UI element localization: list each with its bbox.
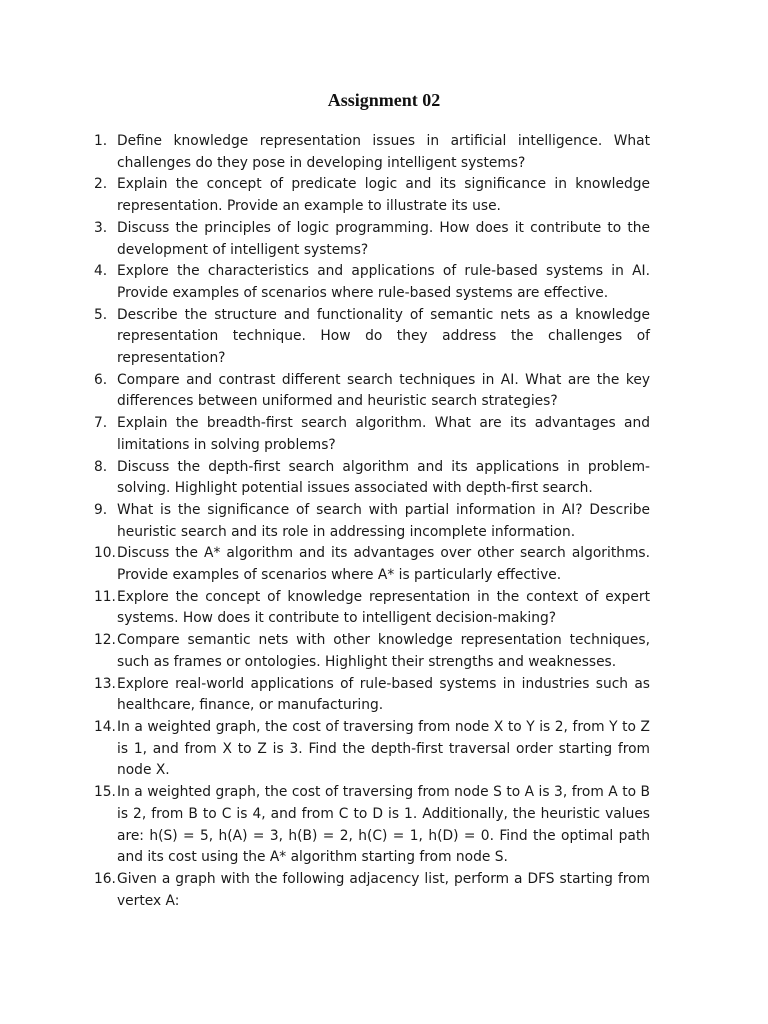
question-text: Explore real-world applications of rule-based systems in industries such as healthcare, finance, or manufacturing. [117,675,650,714]
question-item [94,413,650,456]
question-item [94,457,650,500]
question-number: 12. [94,632,116,649]
question-list [94,131,650,912]
question-text: In a weighted graph, the cost of traversing from node S to A is 3, from A to B is 2, from B to C is 4, and from C to D is 1. Additionally, the heuristic values are: h(S) = 5, h(A) = 3, h(B) = 2, h(C) = 1, h(D) = 0. Find the optimal path and its cost using the A* algorithm starting from node S. [117,784,650,866]
question-number: 7. [94,415,108,432]
question-item [94,131,650,174]
question-text: Discuss the depth-first search algorithm and its applications in problem-solving. Highlight potential issues associated with depth-first search. [117,458,650,497]
question-number: 4. [94,263,108,280]
question-text: Given a graph with the following adjacency list, perform a DFS starting from vertex A: [117,870,650,909]
question-item [94,543,650,586]
question-text: Discuss the A* algorithm and its advantages over other search algorithms. Provide examples of scenarios where A* is particularly effective. [117,545,650,584]
page-title: Assignment 02 [327,90,441,110]
question-item [94,370,650,413]
question-text: In a weighted graph, the cost of traversing from node X to Y is 2, from Y to Z is 1, and from X to Z is 3. Find the depth-first traversal order starting from node X. [117,718,650,779]
question-number: 11. [94,588,116,605]
question-text: Describe the structure and functionality of semantic nets as a knowledge representation technique. How do they address the challenges of representation? [117,306,650,367]
question-item [94,630,650,673]
question-number: 16. [94,870,116,887]
question-text: What is the significance of search with partial information in AI? Describe heuristic search and its role in addressing incomplete information. [117,501,650,540]
question-text: Explore the concept of knowledge representation in the context of expert systems. How does it contribute to intelligent decision-making? [117,588,650,627]
question-number: 6. [94,371,108,388]
question-item [94,500,650,543]
question-text: Explain the concept of predicate logic and its significance in knowledge representation. Provide an example to illustrate its use. [117,176,650,215]
question-item [94,218,650,261]
question-item [94,305,650,370]
question-number: 10. [94,545,116,562]
question-item [94,174,650,217]
question-number: 15. [94,784,116,801]
question-text: Discuss the principles of logic programming. How does it contribute to the development of intelligent systems? [117,219,650,258]
question-number: 3. [94,219,108,236]
question-item [94,587,650,630]
question-item [94,674,650,717]
question-item [94,261,650,304]
question-text: Explain the breadth-first search algorithm. What are its advantages and limitations in solving problems? [117,415,650,453]
question-text: Compare and contrast different search techniques in AI. What are the key differences between uniformed and heuristic search strategies? [117,371,650,410]
question-number: 14. [94,718,116,735]
question-number: 5. [94,306,108,323]
question-text: Compare semantic nets with other knowledge representation techniques, such as frames or ontologies. Highlight their strengths and weaknesses. [117,632,650,670]
question-number: 8. [94,458,108,475]
question-number: 13. [94,675,116,692]
question-item [94,782,650,869]
question-item [94,717,650,782]
question-number: 2. [94,176,108,193]
question-text: Define knowledge representation issues in artificial intelligence. What challenges do they pose in developing intelligent systems? [117,133,650,171]
question-number: 9. [94,501,108,518]
question-item [94,869,650,912]
question-number: 1. [94,133,108,149]
question-text: Explore the characteristics and applications of rule-based systems in AI. Provide examples of scenarios where rule-based systems are effective. [117,263,650,301]
